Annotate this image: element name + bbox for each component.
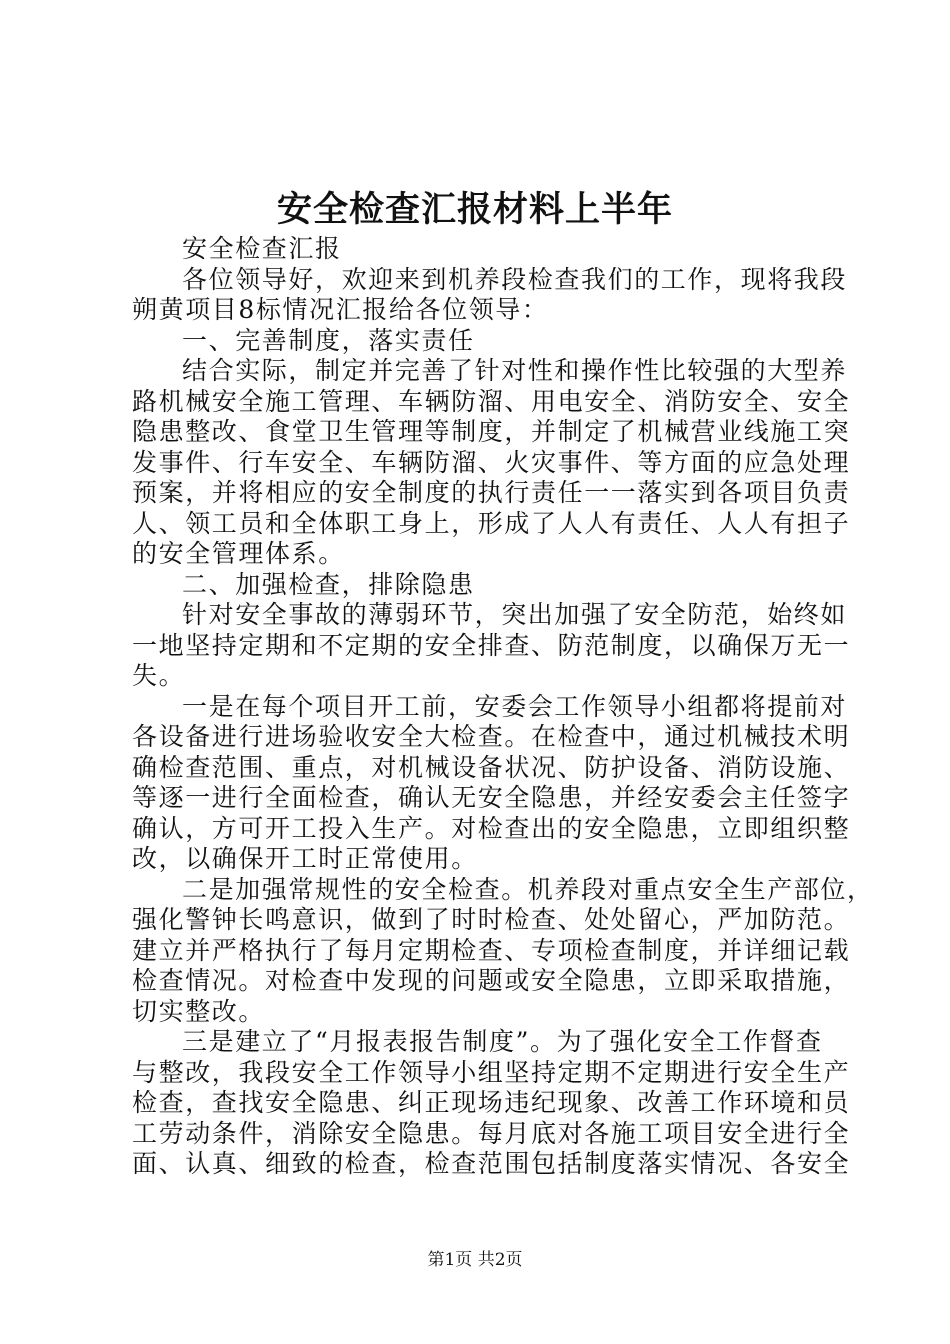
paragraph-line: 确认，方可开工投入生产。对检查出的安全隐患，立即组织整 (132, 813, 851, 843)
paragraph-line: 针对安全事故的薄弱环节，突出加强了安全防范，始终如 (182, 600, 848, 629)
paragraph-line: 三是建立了“月报表报告制度”。为了强化安全工作督查 (182, 1027, 823, 1056)
paragraph-line: 发事件、行车安全、车辆防溜、火灾事件、等方面的应急处理 (132, 447, 851, 477)
section-heading: 二、加强检查，排除隐患 (182, 569, 475, 599)
document-title: 安全检查汇报材料上半年 (276, 189, 673, 230)
paragraph-line: 的安全管理体系。 (132, 539, 345, 568)
paragraph-line: 检查情况。对检查中发现的问题或安全隐患，立即采取措施， (132, 966, 851, 995)
paragraph-line: 检查，查找安全隐患、纠正现场违纪现象、改善工作环境和员 (132, 1088, 851, 1117)
paragraph-line: 工劳动条件，消除安全隐患。每月底对各施工项目安全进行全 (132, 1118, 851, 1148)
paragraph-line: 朔黄项目8标情况汇报给各位领导： (132, 295, 549, 324)
paragraph-line: 强化警钟长鸣意识，做到了时时检查、处处留心，严加防范。 (132, 905, 851, 934)
paragraph-line: 面、认真、细致的检查，检查范围包括制度落实情况、各安全 (132, 1149, 851, 1178)
paragraph-line: 确检查范围、重点，对机械设备状况、防护设备、消防设施、 (132, 752, 851, 782)
paragraph-line: 失。 (132, 661, 186, 690)
paragraph-line: 切实整改。 (132, 996, 266, 1026)
paragraph-line: 各位领导好，欢迎来到机养段检查我们的工作，现将我段 (182, 264, 848, 294)
paragraph-line: 与整改，我段安全工作领导小组坚持定期不定期进行安全生产 (132, 1057, 851, 1087)
paragraph-line: 预案，并将相应的安全制度的执行责任一一落实到各项目负责 (132, 478, 851, 507)
document-body (132, 234, 874, 1180)
paragraph-line: 改，以确保开工时正常使用。 (132, 844, 478, 873)
paragraph-line: 结合实际，制定并完善了针对性和操作性比较强的大型养 (182, 356, 848, 385)
paragraph-line: 各设备进行进场验收安全大检查。在检查中，通过机械技术明 (132, 722, 851, 751)
paragraph-line: 安全检查汇报 (182, 234, 342, 263)
paragraph-line: 人、领工员和全体职工身上，形成了人人有责任、人人有担子 (132, 508, 851, 538)
paragraph-line: 路机械安全施工管理、车辆防溜、用电安全、消防安全、安全 (132, 386, 851, 416)
paragraph-line: 建立并严格执行了每月定期检查、专项检查制度，并详细记载 (132, 935, 851, 965)
section-heading: 一、完善制度，落实责任 (182, 325, 475, 355)
paragraph-line: 等逐一进行全面检查，确认无安全隐患，并经安委会主任签字 (132, 783, 851, 812)
paragraph-line: 二是加强常规性的安全检查。机养段对重点安全生产部位， (182, 874, 874, 904)
paragraph-line: 一是在每个项目开工前，安委会工作领导小组都将提前对 (182, 691, 848, 721)
page-footer: 第1页 共2页 (427, 1250, 523, 1270)
paragraph-line: 一地坚持定期和不定期的安全排查、防范制度，以确保万无一 (132, 630, 851, 660)
paragraph-line: 隐患整改、食堂卫生管理等制度，并制定了机械营业线施工突 (132, 417, 851, 446)
